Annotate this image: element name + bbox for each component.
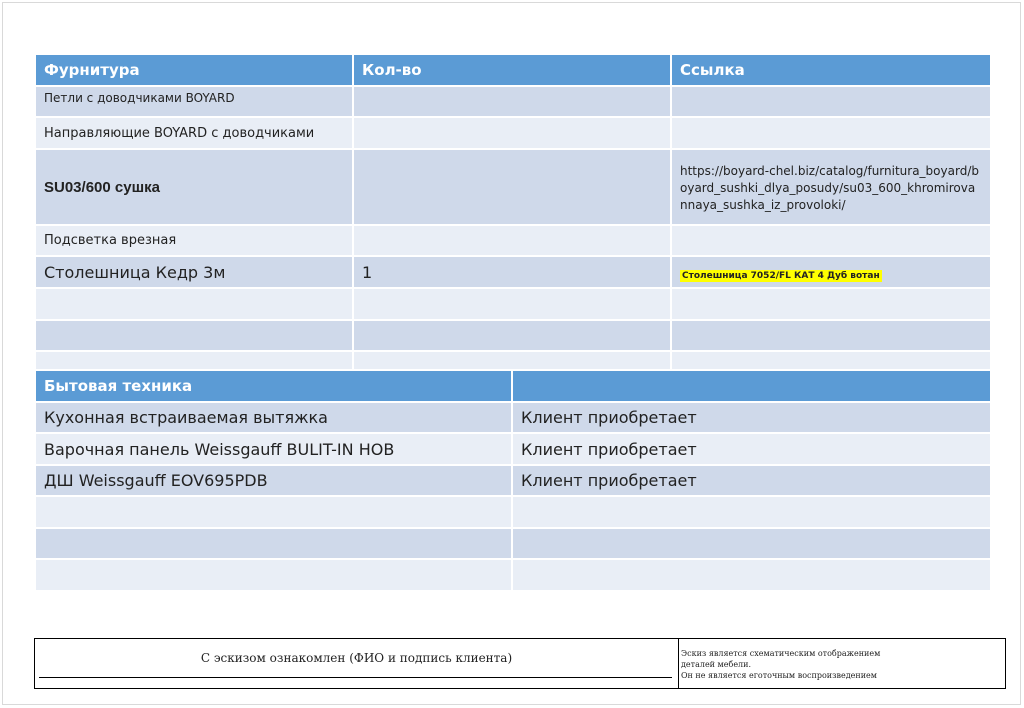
disclaimer-line: деталей мебели. — [681, 660, 752, 669]
appliances-header-row — [35, 370, 991, 402]
empty-cell[interactable] — [35, 320, 353, 351]
item-link-cell — [671, 256, 991, 288]
item-name: Направляющие BOYARD с доводчиками — [35, 117, 353, 149]
table-row — [35, 320, 991, 351]
table-row — [35, 86, 991, 117]
table-row — [35, 117, 991, 149]
empty-cell[interactable] — [35, 559, 512, 591]
empty-cell[interactable] — [671, 320, 991, 351]
table-row — [35, 433, 991, 465]
header-appliances: Бытовая техника — [35, 370, 512, 402]
furniture-header-row — [35, 54, 991, 86]
item-qty[interactable] — [353, 86, 671, 117]
empty-cell[interactable] — [512, 528, 991, 559]
table-row — [35, 402, 991, 433]
empty-cell[interactable] — [35, 288, 353, 320]
table-row — [35, 465, 991, 496]
empty-cell[interactable] — [35, 351, 353, 370]
item-link[interactable]: https://boyard-chel.biz/catalog/furnitura_boyard/boyard_sushki_dlya_posudy/su03_600_khromirovannaya_sushka_iz_provoloki/ — [671, 149, 991, 225]
empty-cell[interactable] — [512, 559, 991, 591]
empty-cell[interactable] — [353, 320, 671, 351]
item-link[interactable] — [671, 117, 991, 149]
empty-cell[interactable] — [671, 288, 991, 320]
appliance-status: Клиент приобретает — [512, 402, 991, 433]
furniture-table — [34, 53, 992, 371]
empty-cell[interactable] — [353, 288, 671, 320]
header-empty — [512, 370, 991, 402]
appliance-name: ДШ Weissgauff EOV695PDB — [35, 465, 512, 496]
disclaimer-line: Он не является еготочным воспроизведением — [681, 671, 877, 680]
signature-box — [35, 639, 679, 688]
item-qty[interactable] — [353, 149, 671, 225]
table-row — [35, 559, 991, 591]
disclaimer-line: Эскиз является схематическим отображением — [681, 649, 881, 658]
table-row — [35, 256, 991, 288]
item-link[interactable] — [671, 225, 991, 256]
table-row — [35, 528, 991, 559]
disclaimer-note — [681, 648, 1001, 681]
signature-label: С эскизом ознакомлен (ФИО и подпись клиента) — [200, 651, 513, 665]
item-qty[interactable] — [353, 117, 671, 149]
appliance-name: Кухонная встраиваемая вытяжка — [35, 402, 512, 433]
item-qty[interactable] — [353, 225, 671, 256]
header-link: Ссылка — [671, 54, 991, 86]
signature-footer — [34, 638, 1006, 689]
empty-cell[interactable] — [353, 351, 671, 370]
header-furniture: Фурнитура — [35, 54, 353, 86]
item-link[interactable] — [671, 86, 991, 117]
item-name: SU03/600 сушка — [35, 149, 353, 225]
table-row — [35, 149, 991, 225]
appliance-status: Клиент приобретает — [512, 465, 991, 496]
empty-cell[interactable] — [671, 351, 991, 370]
empty-cell[interactable] — [35, 528, 512, 559]
item-qty[interactable]: 1 — [353, 256, 671, 288]
header-qty: Кол-во — [353, 54, 671, 86]
table-row — [35, 496, 991, 528]
item-name: Подсветка врезная — [35, 225, 353, 256]
item-name: Столешница Кедр 3м — [35, 256, 353, 288]
appliance-name: Варочная панель Weissgauff BULIT-IN HOB — [35, 433, 512, 465]
empty-cell[interactable] — [512, 496, 991, 528]
appliance-status: Клиент приобретает — [512, 433, 991, 465]
item-name: Петли с доводчиками BOYARD — [35, 86, 353, 117]
table-row — [35, 288, 991, 320]
empty-cell[interactable] — [35, 496, 512, 528]
item-link[interactable]: Столешница 7052/FL КАТ 4 Дуб вотан — [682, 271, 880, 281]
table-row — [35, 351, 991, 370]
signature-line[interactable] — [39, 677, 672, 678]
appliances-table — [34, 369, 992, 592]
table-row — [35, 225, 991, 256]
